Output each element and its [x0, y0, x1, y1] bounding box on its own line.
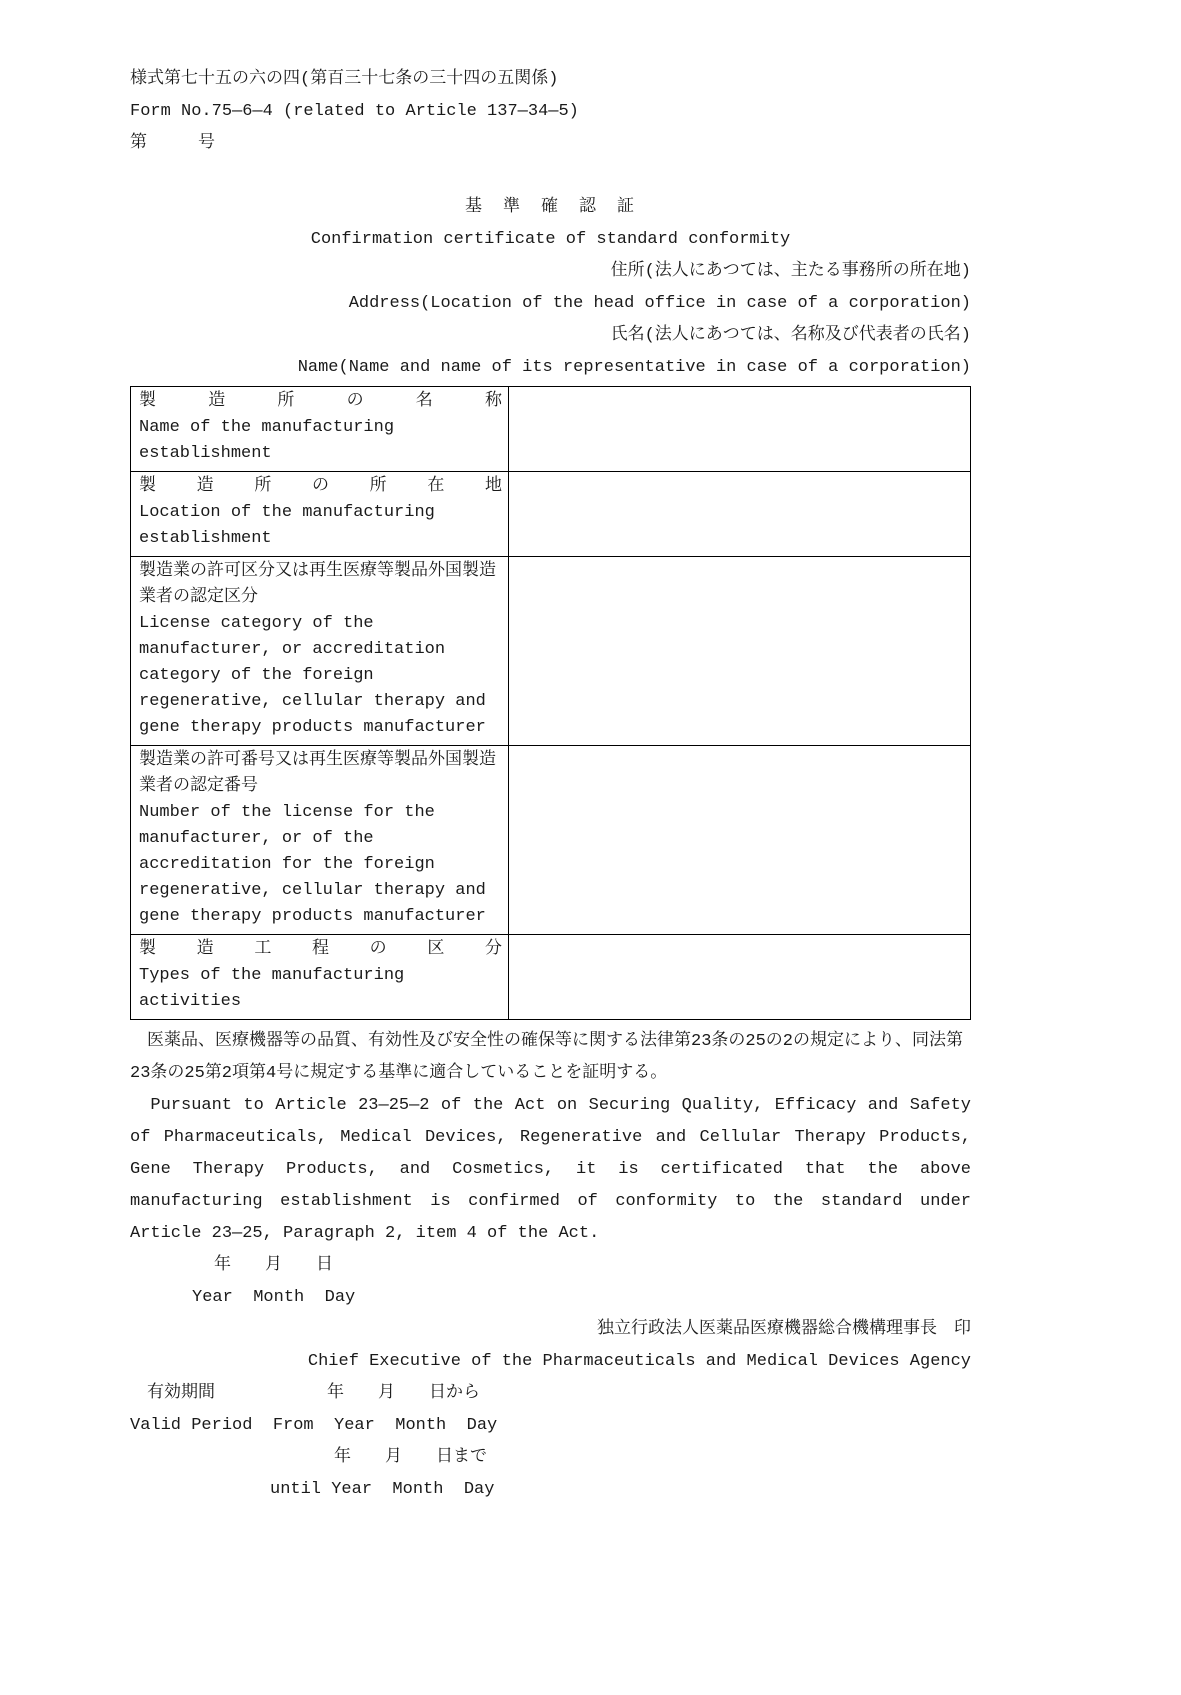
row-value-cell [509, 935, 971, 1020]
row-label-en: License category of the manufacturer, or accreditation category of the foreign regenerative, cellular therapy and gene therapy products manufacturer [139, 614, 486, 737]
row-value-cell [509, 387, 971, 472]
certificate-number-line: 第 号 [130, 134, 215, 153]
row-label-ja: 製 造 工 程 の 区 分 [139, 940, 502, 959]
valid-period-label-ja: 有効期間 [147, 1384, 215, 1403]
row-label-en: Number of the license for the manufacturer, or of the accreditation for the foreign regenerative, cellular therapy and gene therapy products manufacturer [139, 803, 486, 926]
row-label-ja: 製 造 所 の 所 在 地 [139, 477, 502, 496]
form-number-label-en: Form No.75—6—4 (related to Article 137—34—5) [130, 102, 579, 121]
row-label-en: Types of the manufacturing activities [139, 966, 405, 1011]
table-row-license-category [131, 557, 971, 746]
valid-period-until-ja: 年 月 日まで [334, 1448, 487, 1467]
row-label-cell [131, 746, 509, 935]
row-label-cell [131, 557, 509, 746]
row-label-cell [131, 472, 509, 557]
issuer-title-seal-ja: 独立行政法人医薬品医療機器総合機構理事長 印 [597, 1320, 971, 1339]
title-block [130, 192, 971, 256]
table-row-establishment-name [131, 387, 971, 472]
table-row-manufacturing-activities [131, 935, 971, 1020]
title-ja: 基 準 確 認 証 [465, 198, 636, 217]
row-label-cell [131, 387, 509, 472]
certification-statement-en: Pursuant to Article 23—25—2 of the Act on Securing Quality, Efficacy and Safety of Pharmaceuticals, Medical Devices, Regenerative and Cellular Therapy Products, Gene Therapy Products, and Cosmetics, it is certificated that the above manufacturing establishment is confirmed of conformity to the standard under Article 23—25, Paragraph 2, item 4 of the Act. [130, 1096, 971, 1243]
issuer-title-en: Chief Executive of the Pharmaceuticals and Medical Devices Agency [307, 1352, 971, 1371]
row-label-en: Name of the manufacturing establishment [139, 418, 395, 463]
name-label-ja: 氏名(法人にあつては、名称及び代表者の氏名) [610, 326, 971, 345]
valid-period-from-ja: 年 月 日から [327, 1384, 480, 1403]
valid-period-until-en: until Year Month Day [270, 1480, 495, 1499]
table-row-establishment-location [131, 472, 971, 557]
row-value-cell [509, 557, 971, 746]
addressee-block [130, 256, 971, 384]
table-row-license-number [131, 746, 971, 935]
certification-statement-ja: 医薬品、医療機器等の品質、有効性及び安全性の確保等に関する法律第23条の25の2の規定により、同法第23条の25第2項第4号に規定する基準に適合していることを証明する。 [130, 1032, 964, 1083]
row-label-ja: 製造業の許可区分又は再生医療等製品外国製造業者の認定区分 [139, 562, 496, 607]
row-label-ja: 製造業の許可番号又は再生医療等製品外国製造業者の認定番号 [139, 751, 496, 796]
issue-date-ja: 年 月 日 [214, 1256, 333, 1275]
row-label-cell [131, 935, 509, 1020]
title-en: Confirmation certificate of standard conformity [310, 230, 791, 249]
valid-period-from-en: Valid Period From Year Month Day [130, 1416, 498, 1435]
row-value-cell [509, 746, 971, 935]
address-label-ja: 住所(法人にあつては、主たる事務所の所在地) [610, 262, 971, 281]
form-header [130, 64, 971, 160]
row-label-en: Location of the manufacturing establishment [139, 503, 435, 548]
name-label-en: Name(Name and name of its representative in case of a corporation) [297, 358, 971, 377]
certificate-table [130, 386, 971, 1020]
issue-date-en: Year Month Day [192, 1288, 356, 1307]
row-value-cell [509, 472, 971, 557]
address-label-en: Address(Location of the head office in case of a corporation) [348, 294, 971, 313]
row-label-ja: 製 造 所 の 名 称 [139, 392, 502, 411]
valid-period-line-ja [147, 1378, 971, 1410]
form-style-label-ja: 様式第七十五の六の四(第百三十七条の三十四の五関係) [130, 70, 559, 89]
